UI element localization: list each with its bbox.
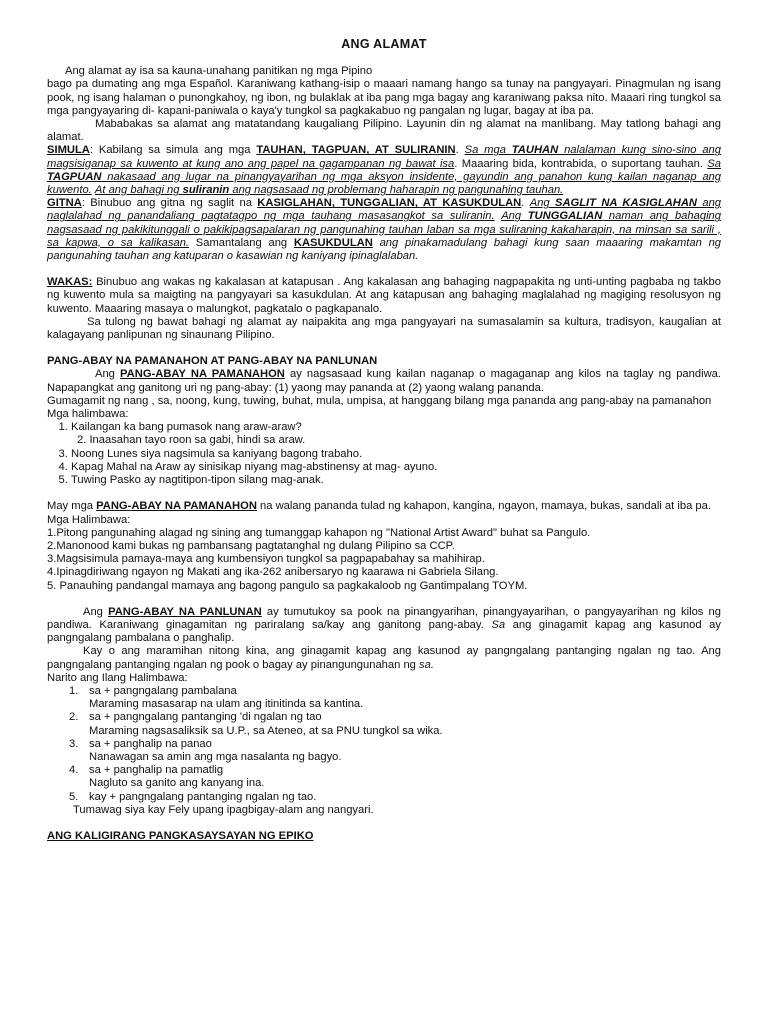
list-item: 1. Kailangan ka bang pumasok nang araw-araw? bbox=[71, 421, 721, 434]
list-item-example: Nagluto sa ganito ang kanyang ina. bbox=[89, 777, 265, 790]
list-item: 3. sa + panghalip na panao bbox=[69, 737, 212, 750]
pangabay-heading: PANG-ABAY NA PAMANAHON AT PANG-ABAY NA PANLUNAN bbox=[47, 355, 378, 368]
section-heading-epiko: ANG KALIGIRANG PANGKASAYSAYAN NG EPIKO bbox=[47, 829, 314, 842]
document-page bbox=[47, 38, 721, 843]
list-item: 5. kay + pangngalang pantanging ngalan ng tao. bbox=[69, 790, 317, 803]
simula-label: SIMULA bbox=[47, 144, 90, 157]
gitna-label: GITNA bbox=[47, 197, 82, 210]
walang-examples-label: Mga Halimbawa: bbox=[47, 513, 131, 526]
list-item: 2. sa + pangngalang pantanging 'di ngalan ng tao bbox=[69, 711, 322, 724]
walang-pananda-paragraph: May mga PANG-ABAY NA PAMANAHON na walang pananda tulad ng kahapon, kangina, ngayon, mamaya, bukas, sandali at iba pa. bbox=[47, 500, 711, 513]
list-item: 4. sa + panghalip na pamatlig bbox=[69, 764, 224, 777]
pamanahon-definition: Ang PANG-ABAY NA PAMANAHON ay nagsasaad kung kailan naganap o magaganap ang kilos na taglay ng pandiwa. Napapangkat ang ganitong uri ng pang-abay: (1) yaong may pananda at (2) yaong walang pananda. bbox=[47, 368, 721, 394]
panlunan-examples bbox=[47, 685, 721, 817]
list-item: 2.Manonood kami bukas ng pambansang pagtatanghal ng dulang Pilipino sa CCP. bbox=[47, 539, 455, 552]
list-item: 3.Magsisimula pamaya-maya ang kumbensiyon tungkol sa pagpapabahay sa mahihirap. bbox=[47, 553, 485, 566]
list-item: 2. Inaasahan tayo roon sa gabi, hindi sa araw. bbox=[77, 434, 306, 447]
list-item-example: Nanawagan sa amin ang mga nasalanta ng bagyo. bbox=[89, 750, 342, 763]
panlunan-examples-label: Narito ang Ilang Halimbawa: bbox=[47, 671, 188, 684]
intro-paragraph: bago pa dumating ang mga Español. Karaniwang kathang-isip o maaari namang hango sa tunay na pangyayari. Pinagmulan ng isang pook, ng isang halaman o punongkahoy, ng ibon, ng bulaklak at iba pang mga bagay ang karaniwang paksa nito. Maaari ring tungkol sa mga pangyayaring di- kapani-paniwala o kaya'y tungkol sa pagkakabuo ng pangalan ng lugar, bagay at iba pa. bbox=[47, 78, 721, 117]
list-item: 5. Tuwing Pasko ay nagtitipon-tipon silang mag-anak. bbox=[71, 474, 721, 487]
panlunan-definition: Ang PANG-ABAY NA PANLUNAN ay tumutukoy sa pook na pinangyarihan, pinangyayarihan, o pangyayarihan ng kilos ng pandiwa. Karaniwang ginagamitan ng pariralang sa/kay ang ganitong pang-abay. Sa ang ginagamit kapag ang kasunod ay pangngalang pambalana o panghalip. bbox=[47, 605, 721, 645]
wakas-label: WAKAS: bbox=[47, 276, 93, 289]
list-item-example: Maraming nagsasaliksik sa U.P., sa Ateneo, at sa PNU tungkol sa wika. bbox=[89, 724, 443, 737]
page-title: ANG ALAMAT bbox=[341, 37, 427, 51]
list-item-example: Maraming masasarap na ulam ang itinitinda sa kantina. bbox=[89, 698, 364, 711]
list-item: 4.Ipinagdiriwang ngayon ng Makati ang ika-262 anibersaryo ng kaarawa ni Gabriela Silang. bbox=[47, 566, 499, 579]
intro-first-line: Ang alamat ay isa sa kauna-unahang panitikan ng mga Pipino bbox=[65, 65, 373, 78]
list-item: 1. sa + pangngalang pambalana bbox=[69, 684, 237, 697]
intro-closing: Mababakas sa alamat ang matatandang kaugaliang Pilipino. Layunin din ng alamat na manlibang. May tatlong bahagi ang alamat. bbox=[47, 118, 721, 144]
list-item: 1.Pitong pangunahing alagad ng sining ang tumanggap kahapon ng "National Artist Award" buhat sa Pangulo. bbox=[47, 526, 591, 539]
wakas-closing: Sa tulong ng bawat bahagi ng alamat ay naipakita ang mga pangyayari na sumasalamin sa kultura, tradisyon, kaugalian at kalagayang panlipunan ng sinaunang Pilipino. bbox=[47, 315, 721, 342]
simula-paragraph: SIMULA: Kabilang sa simula ang mga TAUHAN, TAGPUAN, AT SULIRANIN. Sa mga TAUHAN nalalaman kung sino-sino ang magsisiganap sa kuwento at kung ano ang papel na gagampanan ng bawat isa. Maaaring bida, kontrabida, o suportang tauhan. Sa TAGPUAN nakasaad ang lugar na pinangyayarihan ng mga aksyon insidente, gayundin ang panahon kung kailan naganap ang kuwento. At ang bahagi ng suliranin ang nagsasaad ng problemang haharapin ng pangunahing tauhan. bbox=[47, 144, 721, 197]
pamanahon-examples-continued bbox=[47, 448, 721, 488]
gitna-paragraph: GITNA: Binubuo ang gitna ng saglit na KASIGLAHAN, TUNGGALIAN, AT KASUKDULAN. Ang SAGLIT NA KASIGLAHAN ang naglalahad ng panandaliang pagtatagpo ng mga tauhang masasangkot sa suliranin. Ang TUNGGALIAN naman ang bahaging nagsasaad ng pakikitunggali o pakikipagsapalaran ng pangunahing tauhan laban sa mga suliraning kakaharapin, na minsan sa sarili , sa kapwa, o sa kalikasan. Samantalang ang KASUKDULAN ang pinakamadulang bahagi kung saan maaaring makamtan ng pangunahing tauhan ang katuparan o kasawian ng kaniyang ipinaglalaban. bbox=[47, 197, 722, 263]
pamanahon-examples-label: Mga halimbawa: bbox=[47, 408, 129, 421]
panlunan-kay-paragraph: Kay o ang maramihan nitong kina, ang ginagamit kapag ang kasunod ay pangngalang pantanging ngalan ng tao. Ang pangngalang pantanging ngalan ng pook o bagay ay pinangungunahan ng sa. bbox=[47, 645, 721, 671]
list-item: 5. Panauhing pandangal mamaya ang bagong pangulo sa pagkakaloob ng Gantimpalang TOYM. bbox=[47, 579, 528, 592]
list-item: 3. Noong Lunes siya nagsimula sa kaniyang bagong trabaho. bbox=[71, 448, 721, 461]
pamanahon-examples bbox=[47, 421, 721, 434]
wakas-paragraph: WAKAS: Binubuo ang wakas ng kakalasan at katapusan . Ang kakalasan ang bahaging nagpapakita ng unti-unting pagbaba ng takbo ng kuwento mula sa maigting na pangyayari sa kasukdulan. At ang katapusan ang bahaging maglalahad ng magiging resolusyon ng kuwento. Maaaring masaya o malungkot, pagkatalo o pagkapanalo. bbox=[47, 276, 721, 315]
pamanahon-markers: Gumagamit ng nang , sa, noong, kung, tuwing, buhat, mula, umpisa, at hanggang bilang mga pananda ang pang-abay na pamanahon bbox=[47, 394, 712, 407]
list-item: 4. Kapag Mahal na Araw ay sinisikap niyang mag-abstinensy at mag- ayuno. bbox=[71, 461, 721, 474]
list-item-example: Tumawag siya kay Fely upang ipagbigay-alam ang nangyari. bbox=[73, 803, 374, 816]
